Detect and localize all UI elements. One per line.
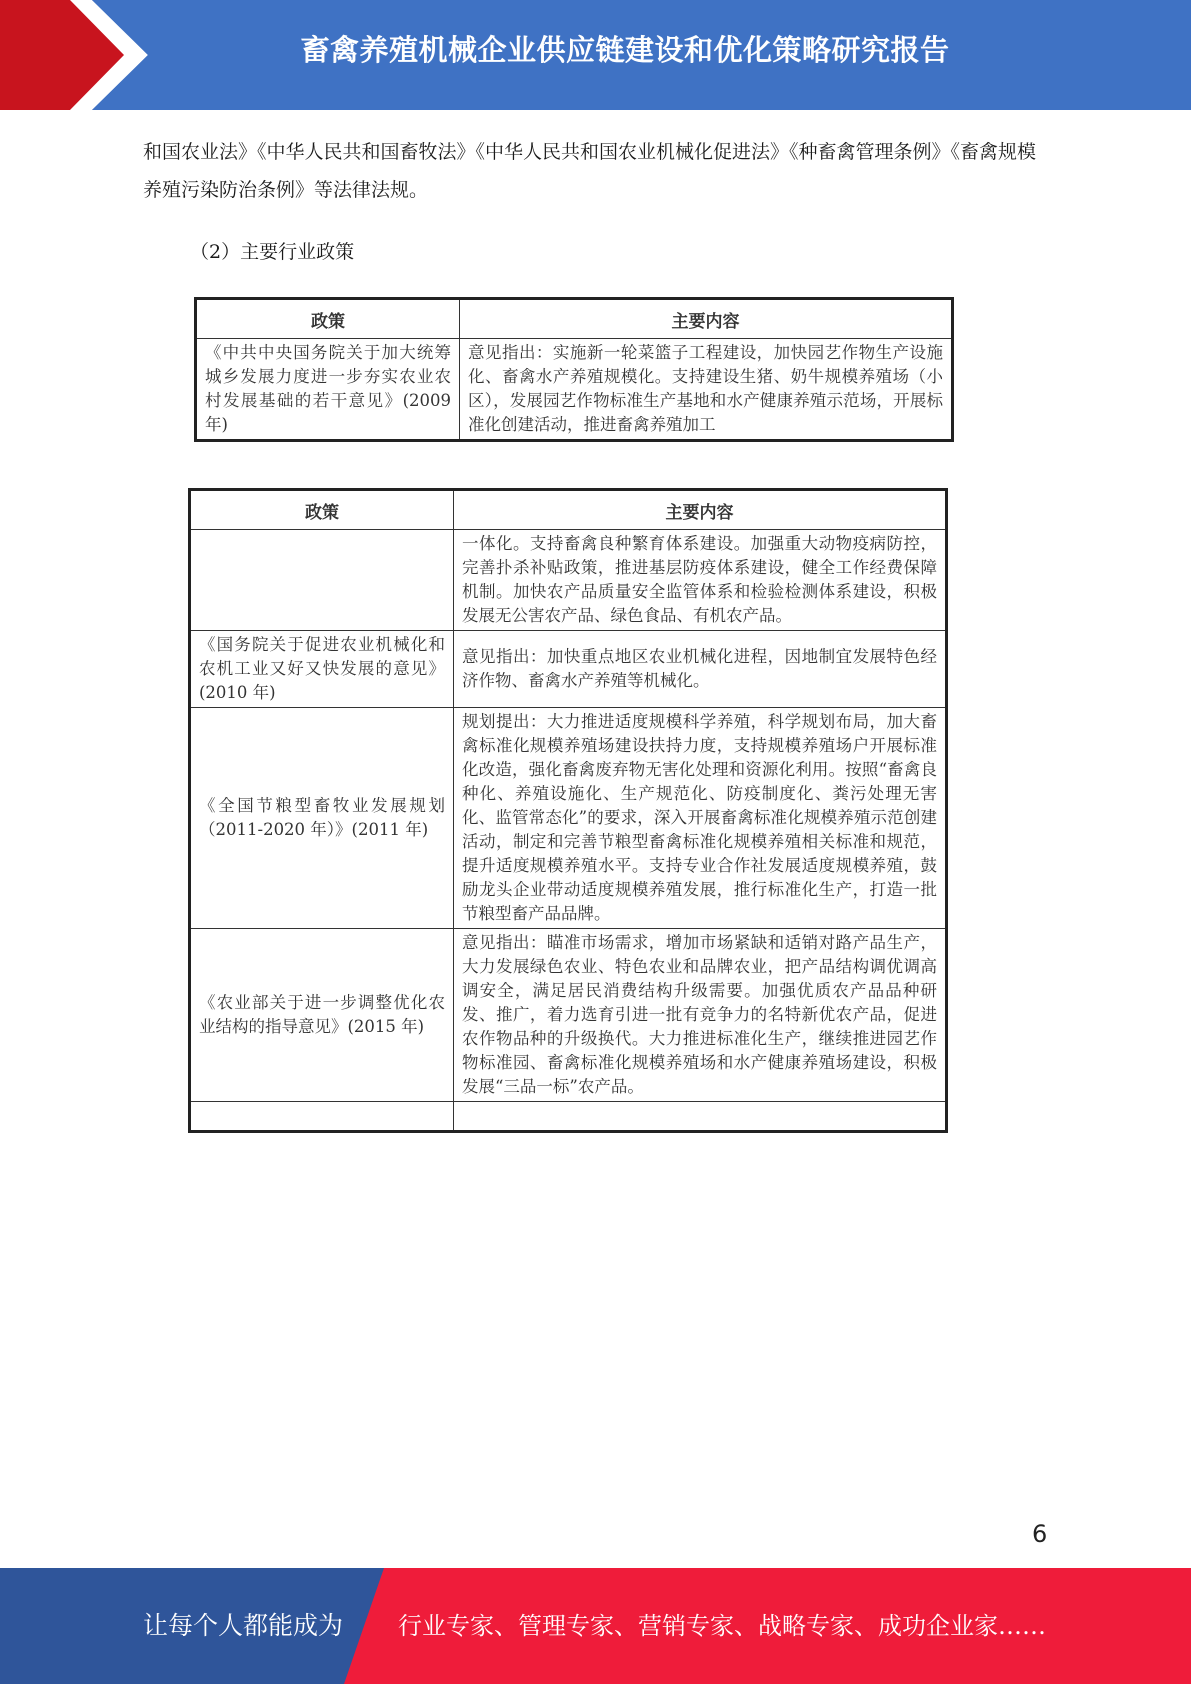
table-row (190, 631, 947, 708)
section-heading: （2）主要行业政策 (190, 241, 355, 263)
policy-cell: 《农业部关于进一步调整优化农业结构的指导意见》(2015 年) (190, 929, 454, 1102)
footer-slogan-left: 让每个人都能成为 (143, 1611, 344, 1640)
table-header-row (190, 490, 947, 530)
content-cell: 意见指出：加快重点地区农业机械化进程，因地制宜发展特色经济作物、畜禽水产养殖等机械化。 (454, 631, 947, 708)
header-banner (0, 0, 1191, 110)
table-row (190, 530, 947, 631)
content-cell: 规划提出：大力推进适度规模科学养殖，科学规划布局，加大畜禽标准化规模养殖场建设扶持力度，支持规模养殖场户开展标准化改造，强化畜禽废弃物无害化处理和资源化利用。按照“畜禽良种化、养殖设施化、生产规范化、防疫制度化、粪污处理无害化、监管常态化”的要求，深入开展畜禽标准化规模养殖示范创建活动，制定和完善节粮型畜禽标准化规模养殖相关标准和规范，提升适度规模养殖水平。支持专业合作社发展适度规模养殖，鼓励龙头企业带动适度规模养殖发展，推行标准化生产，打造一批节粮型畜产品品牌。 (454, 708, 947, 929)
content-cell: 意见指出：瞄准市场需求，增加市场紧缺和适销对路产品生产，大力发展绿色农业、特色农业和品牌农业，把产品结构调优调高调安全，满足居民消费结构升级需要。加强优质农产品品种研发、推广，着力选育引进一批有竞争力的名特新优农产品，促进农作物品种的升级换代。大力推进标准化生产，继续推进园艺作物标准园、畜禽标准化规模养殖场和水产健康养殖场建设，积极发展“三品一标”农产品。 (454, 929, 947, 1102)
policy-table-2-wrapper (180, 480, 960, 1172)
content-cell: 一体化。支持畜禽良种繁育体系建设。加强重大动物疫病防控，完善扑杀补贴政策，推进基层防疫体系建设，健全工作经费保障机制。加快农产品质量安全监管体系和检验检测体系建设，积极发展无公害农产品、绿色食品、有机农产品。 (454, 530, 947, 631)
report-title: 畜禽养殖机械企业供应链建设和优化策略研究报告 (300, 33, 950, 67)
policy-cell: 《全国节粮型畜牧业发展规划（2011-2020 年）》(2011 年) (190, 708, 454, 929)
footer-banner (0, 1568, 1191, 1684)
table-row (196, 339, 953, 441)
policy-cell: 《国务院关于促进农业机械化和农机工业又好又快发展的意见》(2010 年) (190, 631, 454, 708)
footer-slogan-right: 行业专家、管理专家、营销专家、战略专家、成功企业家…… (398, 1612, 1046, 1640)
table-row (190, 708, 947, 929)
body-paragraph: 和国农业法》《中华人民共和国畜牧法》《中华人民共和国农业机械化促进法》《种畜禽管理条例》《畜禽规模养殖污染防治条例》等法律法规。 (143, 141, 1037, 201)
policy-table-2 (188, 488, 948, 1133)
table-row-cut (190, 1102, 947, 1132)
header-policy: 政策 (196, 299, 460, 339)
header-content: 主要内容 (460, 299, 953, 339)
policy-table-1 (194, 297, 954, 442)
policy-cell-empty (190, 1102, 454, 1132)
header-arrow-decoration (0, 0, 160, 110)
header-policy: 政策 (190, 490, 454, 530)
content-cell: 意见指出：实施新一轮菜篮子工程建设，加快园艺作物生产设施化、畜禽水产养殖规模化。支持建设生猪、奶牛规模养殖场（小区），发展园艺作物标准生产基地和水产健康养殖示范场，开展标准化创建活动，推进畜禽养殖加工 (460, 339, 953, 441)
page-number: 6 (1032, 1520, 1048, 1548)
table-row (190, 929, 947, 1102)
policy-cell (190, 530, 454, 631)
table-header-row (196, 299, 953, 339)
content-cell-empty (454, 1102, 947, 1132)
header-content: 主要内容 (454, 490, 947, 530)
policy-cell: 《中共中央国务院关于加大统筹城乡发展力度进一步夯实农业农村发展基础的若干意见》(2009 年) (196, 339, 460, 441)
